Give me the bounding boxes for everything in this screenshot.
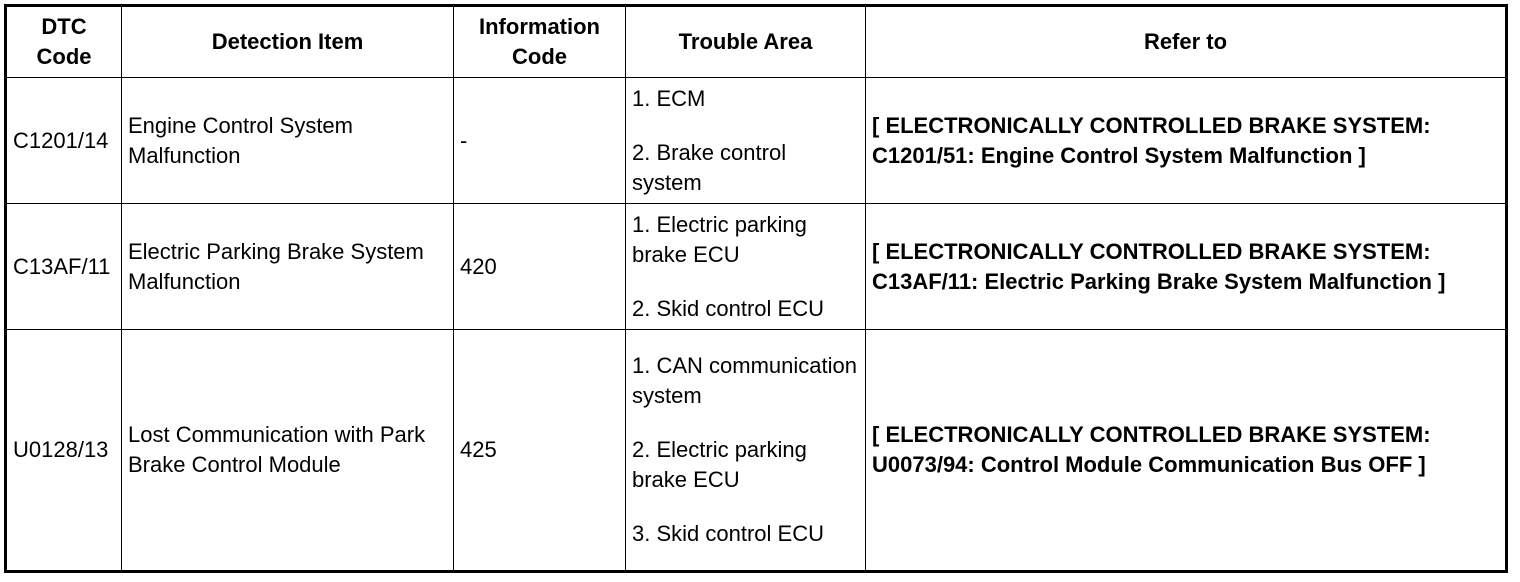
detection-item-cell: Lost Communication with Park Brake Control Module: [122, 330, 454, 572]
header-dtc-code-line: Code: [36, 44, 92, 69]
dtc-table: [4, 4, 1508, 573]
trouble-area-item: 1. ECM: [632, 85, 706, 111]
detection-item-cell: Engine Control System Malfunction: [122, 78, 454, 204]
information-code-cell: -: [454, 78, 626, 204]
header-trouble-area: Trouble Area: [626, 6, 866, 78]
dtc-code-cell: U0128/13: [6, 330, 122, 572]
trouble-area-item: 2. Electric parking brake ECU: [632, 437, 807, 492]
table-row: [6, 204, 1507, 330]
trouble-area-cell: [626, 204, 866, 330]
trouble-area-cell: [626, 78, 866, 204]
detection-item-cell: Electric Parking Brake System Malfunction: [122, 204, 454, 330]
trouble-area-item: 2. Brake control system: [632, 139, 787, 195]
header-information-code: [454, 6, 626, 78]
information-code-cell: 425: [454, 330, 626, 572]
table-header-row: [6, 6, 1507, 78]
trouble-area-item: 1. CAN communication system: [632, 353, 857, 408]
header-refer-to: Refer to: [866, 6, 1507, 78]
trouble-area-cell: [626, 330, 866, 572]
header-information-code-line: Information: [479, 14, 600, 39]
dtc-code-cell: C13AF/11: [6, 204, 122, 330]
header-detection-item: Detection Item: [122, 6, 454, 78]
header-dtc-code: [6, 6, 122, 78]
refer-to-link[interactable]: [ ELECTRONICALLY CONTROLLED BRAKE SYSTEM: C13AF/11: Electric Parking Brake System Malfunction ]: [866, 204, 1507, 330]
trouble-area-item: 1. Electric parking brake ECU: [632, 211, 807, 267]
header-dtc-code-line: DTC: [41, 14, 87, 39]
table-row: [6, 78, 1507, 204]
header-information-code-line: Code: [512, 44, 567, 69]
information-code-cell: 420: [454, 204, 626, 330]
dtc-code-cell: C1201/14: [6, 78, 122, 204]
refer-to-link[interactable]: [ ELECTRONICALLY CONTROLLED BRAKE SYSTEM: U0073/94: Control Module Communication Bus OFF ]: [866, 330, 1507, 572]
refer-to-link[interactable]: [ ELECTRONICALLY CONTROLLED BRAKE SYSTEM: C1201/51: Engine Control System Malfunction ]: [866, 78, 1507, 204]
trouble-area-item: 3. Skid control ECU: [632, 521, 824, 546]
table-row: [6, 330, 1507, 572]
trouble-area-item: 2. Skid control ECU: [632, 295, 824, 321]
